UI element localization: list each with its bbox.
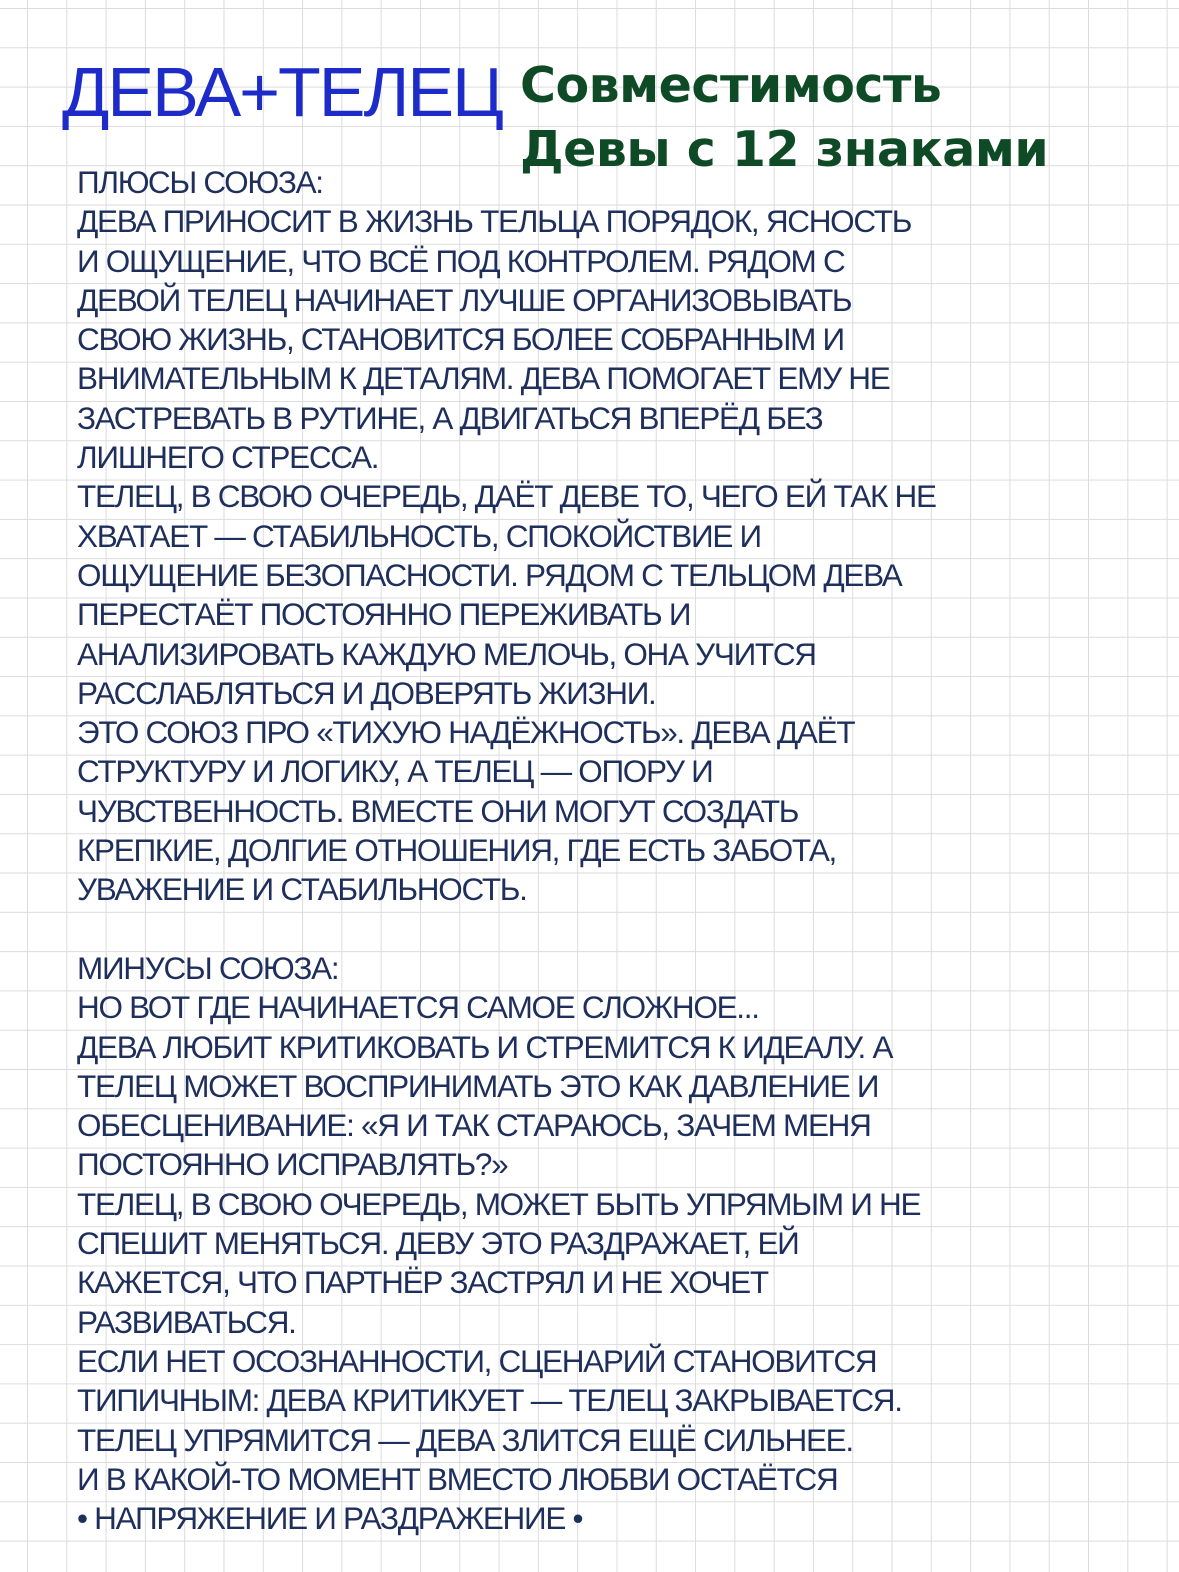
pros-line: УВАЖЕНИЕ И СТАБИЛЬНОСТЬ. <box>77 871 527 908</box>
pros-section <box>77 163 1077 910</box>
pros-line: ДЕВА ПРИНОСИТ В ЖИЗНЬ ТЕЛЬЦА ПОРЯДОК, ЯСНОСТЬ <box>77 203 912 240</box>
cons-line: КАЖЕТСЯ, ЧТО ПАРТНЁР ЗАСТРЯЛ И НЕ ХОЧЕТ <box>77 1264 768 1301</box>
pros-line: ХВАТАЕТ — СТАБИЛЬНОСТЬ, СПОКОЙСТВИЕ И <box>77 517 761 554</box>
cons-line: • НАПРЯЖЕНИЕ И РАЗДРАЖЕНИЕ • <box>77 1500 583 1537</box>
pros-line: ЧУВСТВЕННОСТЬ. ВМЕСТЕ ОНИ МОГУТ СОЗДАТЬ <box>77 792 799 829</box>
cons-line: ОБЕСЦЕНИВАНИЕ: «Я И ТАК СТАРАЮСЬ, ЗАЧЕМ МЕНЯ <box>77 1107 871 1144</box>
pros-line: ЭТО СОЮЗ ПРО «ТИХУЮ НАДЁЖНОСТЬ». ДЕВА ДАЁТ <box>77 714 855 751</box>
cons-line: РАЗВИВАТЬСЯ. <box>77 1303 296 1340</box>
pros-heading: ПЛЮСЫ СОЮЗА: <box>77 164 323 200</box>
cons-heading: МИНУСЫ СОЮЗА: <box>77 949 339 986</box>
cons-line: ЕСЛИ НЕТ ОСОЗНАННОСТИ, СЦЕНАРИЙ СТАНОВИТСЯ <box>77 1342 877 1379</box>
article-body <box>77 163 1077 1538</box>
pros-line: СТРУКТУРУ И ЛОГИКУ, А ТЕЛЕЦ — ОПОРУ И <box>77 753 713 790</box>
cons-line: ТЕЛЕЦ, В СВОЮ ОЧЕРЕДЬ, МОЖЕТ БЫТЬ УПРЯМЫМ И НЕ <box>77 1185 921 1222</box>
pros-line: ДЕВОЙ ТЕЛЕЦ НАЧИНАЕТ ЛУЧШЕ ОРГАНИЗОВЫВАТЬ <box>77 281 852 318</box>
pros-line: КРЕПКИЕ, ДОЛГИЕ ОТНОШЕНИЯ, ГДЕ ЕСТЬ ЗАБОТА, <box>77 832 836 869</box>
cons-line: ТИПИЧНЫМ: ДЕВА КРИТИКУЕТ — ТЕЛЕЦ ЗАКРЫВАЕТСЯ. <box>77 1382 902 1419</box>
pros-line: ТЕЛЕЦ, В СВОЮ ОЧЕРЕДЬ, ДАЁТ ДЕВЕ ТО, ЧЕГО ЕЙ ТАК НЕ <box>77 478 936 515</box>
pros-line: ВНИМАТЕЛЬНЫМ К ДЕТАЛЯМ. ДЕВА ПОМОГАЕТ ЕМУ НЕ <box>77 360 890 397</box>
subtitle-line-2: Девы с 12 знаками <box>520 121 1049 178</box>
cons-line: ТЕЛЕЦ МОЖЕТ ВОСПРИНИМАТЬ ЭТО КАК ДАВЛЕНИЕ И <box>77 1067 879 1104</box>
cons-line: И В КАКОЙ-ТО МОМЕНТ ВМЕСТО ЛЮБВИ ОСТАЁТСЯ <box>77 1460 838 1497</box>
cons-line: СПЕШИТ МЕНЯТЬСЯ. ДЕВУ ЭТО РАЗДРАЖАЕТ, ЕЙ <box>77 1225 799 1262</box>
cons-section <box>77 949 1077 1538</box>
page-title: ДЕВА+ТЕЛЕЦ <box>62 53 502 131</box>
cons-line: ТЕЛЕЦ УПРЯМИТСЯ — ДЕВА ЗЛИТСЯ ЕЩЁ СИЛЬНЕЕ. <box>77 1421 853 1458</box>
pros-line: И ОЩУЩЕНИЕ, ЧТО ВСЁ ПОД КОНТРОЛЕМ. РЯДОМ С <box>77 242 845 279</box>
pros-line: СВОЮ ЖИЗНЬ, СТАНОВИТСЯ БОЛЕЕ СОБРАННЫМ И <box>77 321 844 358</box>
cons-line: НО ВОТ ГДЕ НАЧИНАЕТСЯ САМОЕ СЛОЖНОЕ... <box>77 989 759 1026</box>
pros-line: АНАЛИЗИРОВАТЬ КАЖДУЮ МЕЛОЧЬ, ОНА УЧИТСЯ <box>77 635 816 672</box>
pros-line: РАССЛАБЛЯТЬСЯ И ДОВЕРЯТЬ ЖИЗНИ. <box>77 674 656 711</box>
cons-line: ПОСТОЯННО ИСПРАВЛЯТЬ?» <box>77 1146 508 1183</box>
cons-line: ДЕВА ЛЮБИТ КРИТИКОВАТЬ И СТРЕМИТСЯ К ИДЕАЛУ. А <box>77 1028 893 1065</box>
pros-line: ПЕРЕСТАЁТ ПОСТОЯННО ПЕРЕЖИВАТЬ И <box>77 596 691 633</box>
pros-line: ЛИШНЕГО СТРЕССА. <box>77 439 379 476</box>
subtitle-line-1: Совместимость <box>520 57 942 114</box>
pros-line: ЗАСТРЕВАТЬ В РУТИНЕ, А ДВИГАТЬСЯ ВПЕРЁД БЕЗ <box>77 399 823 436</box>
pros-line: ОЩУЩЕНИЕ БЕЗОПАСНОСТИ. РЯДОМ С ТЕЛЬЦОМ ДЕВА <box>77 556 902 593</box>
